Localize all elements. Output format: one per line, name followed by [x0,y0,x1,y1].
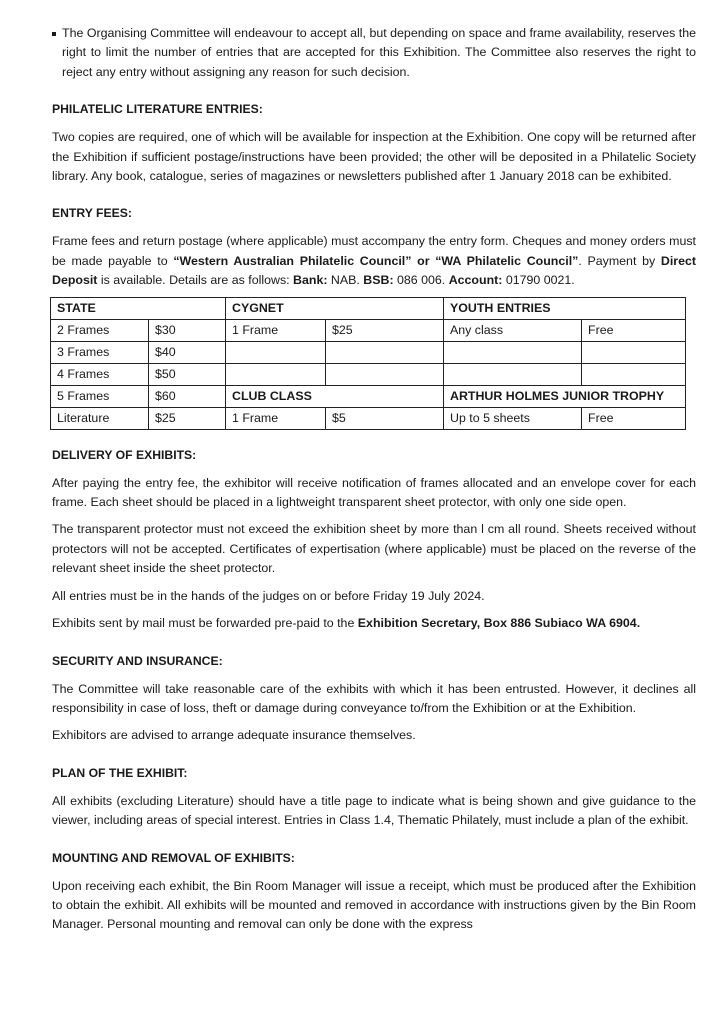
table-row [51,407,686,429]
table-row [51,319,686,341]
empty-cell [444,341,582,363]
bsb-value: 086 006. [393,273,449,288]
account-label: Account: [448,273,503,288]
table-row [51,385,686,407]
fees-table [50,297,686,430]
delivery-paragraph-2: The transparent protector must not exceed the exhibition sheet by more than l cm all round. Sheets received without protectors will not be accepted. Certificates of expertisation (where applicable) must be placed on the reverse of the relevant sheet inside the sheet protector. [52,522,696,576]
arthur-price: Free [582,407,686,429]
mail-text: Exhibits sent by mail must be forwarded pre-paid to the [52,616,358,631]
cygnet-header: CYGNET [226,297,444,319]
plan-paragraph: All exhibits (excluding Literature) should have a title page to indicate what is being shown and give guidance to the viewer, including areas of special interest. Entries in Class 1.4, Thematic Philately, must include a plan of the exhibit. [52,793,696,828]
empty-cell [226,341,326,363]
state-price: $25 [149,407,226,429]
state-header: STATE [51,297,226,319]
bank-label: Bank: [293,273,328,288]
mounting-heading: MOUNTING AND REMOVAL OF EXHIBITS: [52,850,295,865]
club-label: 1 Frame [226,407,326,429]
arthur-label: Up to 5 sheets [444,407,582,429]
empty-cell [582,341,686,363]
cygnet-label: 1 Frame [226,319,326,341]
empty-cell [444,363,582,385]
literature-body: Two copies are required, one of which will be available for inspection at the Exhibition. One copy will be returned after the Exhibition if sufficient postage/instructions have been provided; the other will be deposited in a Philatelic Society library. Any book, catalogue, series of magazines or newsletters published after 1 January 2018 can be exhibited. [52,130,696,184]
youth-header: YOUTH ENTRIES [444,297,686,319]
fees-text-3: is available. Details are as follows: [97,273,294,288]
state-label: 2 Frames [51,319,149,341]
delivery-paragraph-1: After paying the entry fee, the exhibitor will receive notification of frames allocated and an envelope cover for each frame. Each sheet should be placed in a lightweight transparent sheet protector, with only one side open. [52,475,696,510]
entry-fees-body [52,232,696,290]
delivery-paragraph-3: All entries must be in the hands of the judges on or before Friday 19 July 2024. [52,588,485,603]
payee-name: “Western Australian Philatelic Council” or “WA Philatelic Council” [173,253,579,268]
youth-label: Any class [444,319,582,341]
state-price: $60 [149,385,226,407]
delivery-section [52,446,696,634]
secretary-address: Exhibition Secretary, Box 886 Subiaco WA 6904. [357,616,641,631]
intro-bullet: The Organising Committee will endeavour to accept all, but depending on space and frame availability, reserves the right to limit the number of entries that are accepted for this Exhibition. The Committee also reserves the right to reject any entry without assigning any reason for such decision. [52,24,696,82]
state-price: $50 [149,363,226,385]
mounting-paragraph: Upon receiving each exhibit, the Bin Room Manager will issue a receipt, which must be produced after the Exhibition to obtain the exhibit. All exhibits will be mounted and removed in accordance with instructions given by the Bin Room Manager. Personal mounting and removal can only be done with the express [52,878,696,932]
state-label: Literature [51,407,149,429]
security-paragraph-1: The Committee will take reasonable care of the exhibits with which it has been entrusted. However, it declines all responsibility in case of loss, theft or damage during conveyance to/from the Exhibition or at the Exhibition. [52,681,696,715]
delivery-paragraph-4 [52,614,696,633]
state-price: $30 [149,319,226,341]
literature-section [52,100,696,186]
plan-heading: PLAN OF THE EXHIBIT: [52,765,188,780]
youth-price: Free [582,319,686,341]
fees-text-1: Frame fees and return postage (where applicable) must accompany the entry form. Cheques and money orders must be made payable to [52,234,696,268]
entry-fees-section [52,204,696,429]
security-section [52,652,696,746]
direct-deposit: Direct Deposit [52,253,696,288]
empty-cell [326,363,444,385]
literature-heading: PHILATELIC LITERATURE ENTRIES: [52,102,263,117]
state-label: 3 Frames [51,341,149,363]
club-class-header: CLUB CLASS [226,385,444,407]
fees-text-2: . Payment by [578,253,661,268]
state-label: 5 Frames [51,385,149,407]
security-heading: SECURITY AND INSURANCE: [52,653,223,668]
account-value: 01790 0021. [502,273,575,288]
entry-fees-heading: ENTRY FEES: [52,206,132,221]
security-paragraph-2: Exhibitors are advised to arrange adequate insurance themselves. [52,728,416,743]
empty-cell [326,341,444,363]
table-row [51,363,686,385]
arthur-holmes-header: ARTHUR HOLMES JUNIOR TROPHY [444,385,686,407]
club-price: $5 [326,407,444,429]
table-row [51,297,686,319]
state-label: 4 Frames [51,363,149,385]
mounting-section [52,849,696,935]
empty-cell [582,363,686,385]
cygnet-price: $25 [326,319,444,341]
empty-cell [226,363,326,385]
bank-value: NAB. [327,273,364,288]
state-price: $40 [149,341,226,363]
bsb-label: BSB: [363,273,394,288]
table-row [51,341,686,363]
plan-section [52,764,696,831]
delivery-heading: DELIVERY OF EXHIBITS: [52,447,197,462]
